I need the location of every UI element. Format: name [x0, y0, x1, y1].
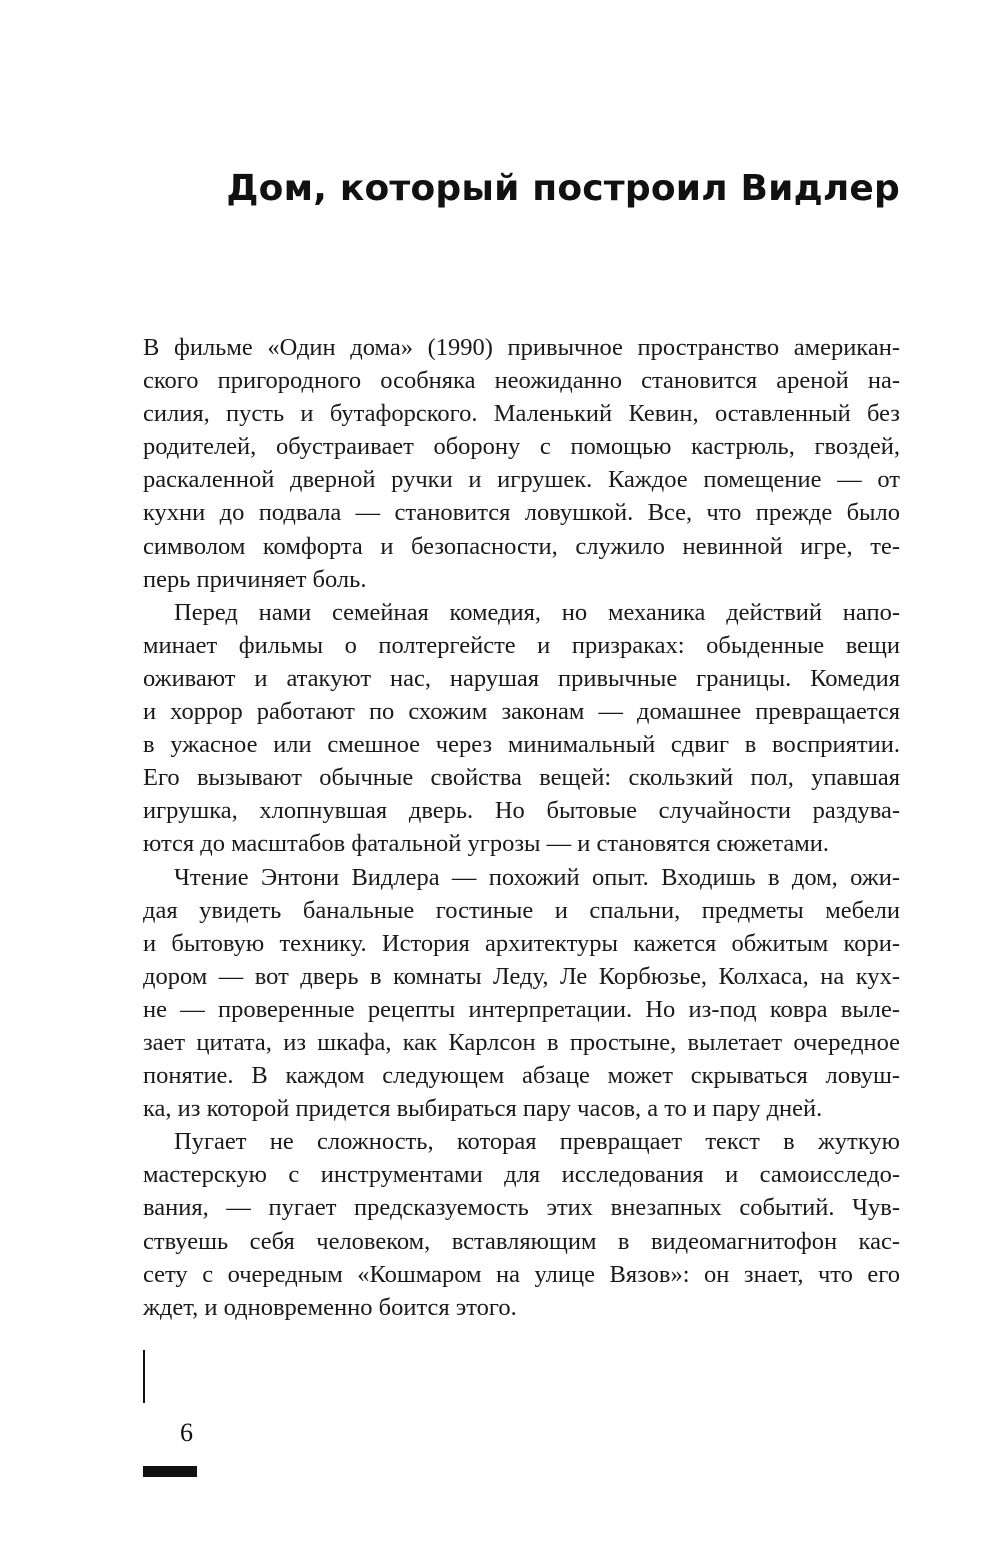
text-line: понятие. В каждом следующем абзаце может скрываться ловуш-: [143, 1062, 900, 1090]
text-line: и хоррор работают по схожим законам — домашнее превращается: [143, 698, 900, 726]
paragraph: [143, 331, 900, 596]
text-line: Перед нами семейная комедия, но механика действий напо-: [174, 598, 900, 626]
text-line: игрушка, хлопнувшая дверь. Но бытовые случайности раздува-: [143, 797, 900, 825]
text-line: кухни до подвала — становится ловушкой. Все, что прежде было: [143, 499, 900, 527]
text-line: перь причиняет боль.: [143, 565, 367, 593]
text-line: в ужасное или смешное через минимальный сдвиг в восприятии.: [143, 731, 900, 759]
text-line: символом комфорта и безопасности, служило невинной игре, те-: [143, 532, 900, 560]
text-line: ского пригородного особняка неожиданно становится ареной на-: [143, 367, 900, 395]
text-line: мастерскую с инструментами для исследования и самоисследо-: [143, 1161, 900, 1189]
text-line: Пугает не сложность, которая превращает текст в жуткую: [174, 1128, 900, 1156]
text-line: зает цитата, из шкафа, как Карлсон в простыне, вылетает очередное: [143, 1028, 900, 1056]
text-line: сету с очередным «Кошмаром на улице Вязов»: он знает, что его: [143, 1260, 900, 1288]
text-line: родителей, обустраивает оборону с помощью кастрюль, гвоздей,: [143, 433, 900, 461]
text-line: Его вызывают обычные свойства вещей: скользкий пол, упавшая: [143, 764, 900, 792]
text-line: ка, из которой придется выбираться пару часов, а то и пару дней.: [143, 1095, 823, 1123]
text-line: Чтение Энтони Видлера — похожий опыт. Входишь в дом, ожи-: [174, 863, 900, 891]
paragraph: [143, 1125, 900, 1324]
text-line: ствуешь себя человеком, вставляющим в видеомагнитофон кас-: [143, 1227, 900, 1255]
paragraph: [143, 861, 900, 1126]
page-number: 6: [180, 1418, 193, 1447]
text-line: ются до масштабов фатальной угрозы — и становятся сюжетами.: [143, 830, 830, 858]
text-line: ждет, и одновременно боится этого.: [143, 1293, 517, 1321]
chapter-title: Дом, который построил Видлер: [226, 168, 900, 209]
text-line: оживают и атакуют нас, нарушая привычные границы. Комедия: [143, 664, 900, 692]
text-line: минает фильмы о полтергейсте и призраках: обыденные вещи: [143, 631, 900, 659]
text-line: раскаленной дверной ручки и игрушек. Каждое помещение — от: [143, 466, 900, 494]
text-line: силия, пусть и бутафорского. Маленький Кевин, оставленный без: [143, 400, 900, 428]
text-line: дором — вот дверь в комнаты Леду, Ле Корбюзье, Колхаса, на кух-: [143, 962, 900, 990]
paragraph: [143, 596, 900, 861]
text-line: не — проверенные рецепты интерпретации. Но из-под ковра выле-: [143, 995, 900, 1023]
text-line: В фильме «Один дома» (1990) привычное пространство американ-: [143, 334, 900, 361]
margin-rule: [143, 1350, 145, 1403]
text-line: дая увидеть банальные гостиные и спальни, предметы мебели: [143, 896, 900, 924]
footer-bar: [143, 1466, 197, 1477]
text-line: и бытовую технику. История архитектуры кажется обжитым кори-: [143, 929, 900, 957]
text-line: вания, — пугает предсказуемость этих внезапных событий. Чув-: [143, 1194, 900, 1222]
body-text: [143, 331, 900, 1324]
